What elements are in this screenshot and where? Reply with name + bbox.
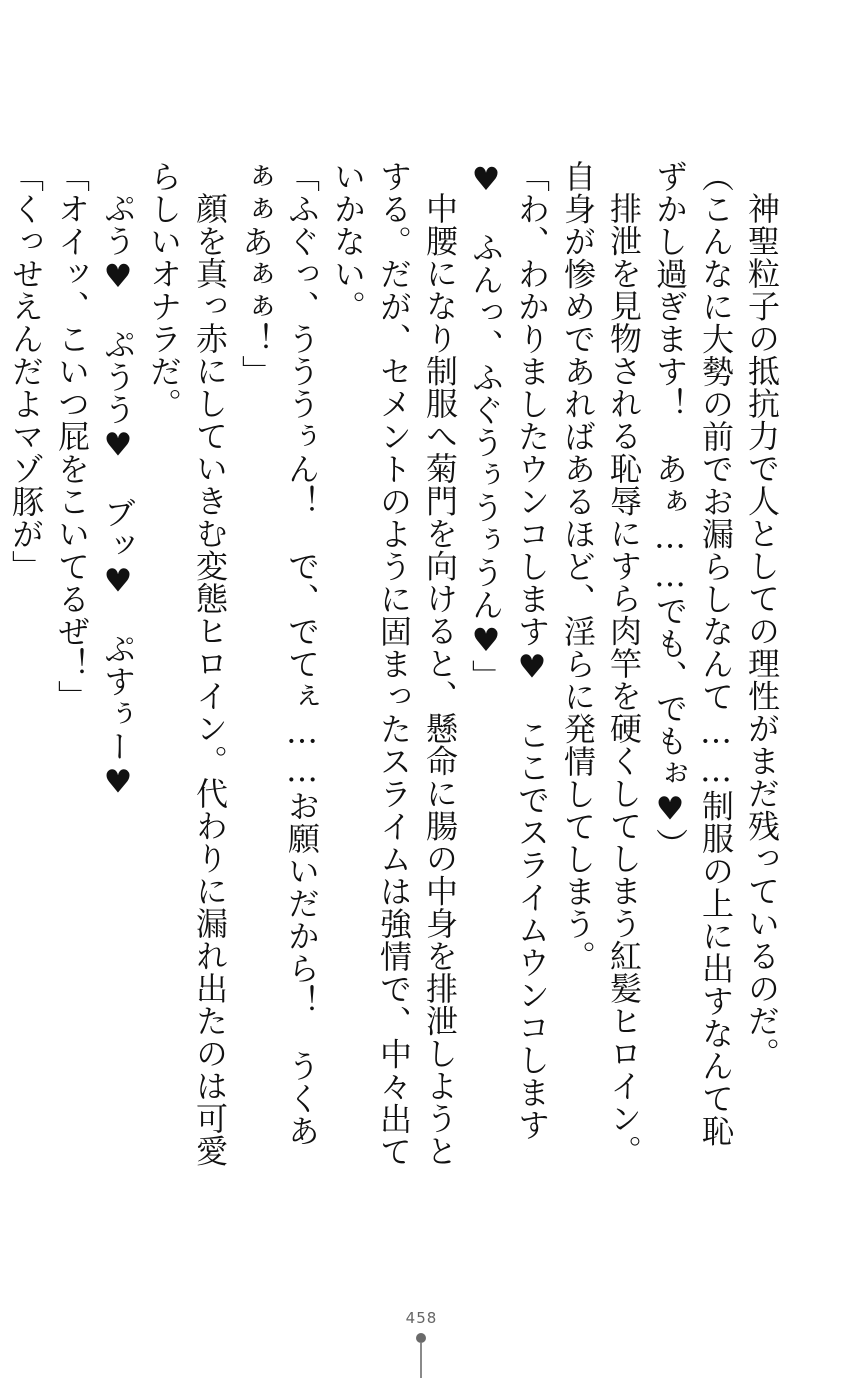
paragraph: ぷう♥ ぷうう♥ ブッ♥ ぷすぅー♥ bbox=[99, 192, 137, 801]
paragraph: 顔を真っ赤にしていきむ変態ヒロイン。代わりに漏れ出たのは可愛らしいオナラだ。 bbox=[145, 160, 229, 1167]
ornament-stem bbox=[420, 1343, 422, 1378]
paragraph: 「わ、わかりましたウンコします♥ ここでスライムウンコします♥ ふんっ、ふぐうぅうぅうん♥」 bbox=[467, 160, 551, 1141]
folio-ornament-icon bbox=[414, 1333, 428, 1378]
paragraph: （こんなに大勢の前でお漏らしなんて……制服の上に出すなんて恥ずかし過ぎます！ あぁ……でも、でもぉ♥） bbox=[651, 160, 735, 1147]
paragraph: 「くっせえんだよマゾ豚が」 bbox=[7, 160, 45, 583]
paragraph: 排泄を見物される恥辱にすら肉竿を硬くしてしまう紅髪ヒロイン。自身が惨めであればあるほど、淫らに発情してしまう。 bbox=[559, 160, 643, 1167]
paragraph: 「ふぐっ、うううぅん！ で、でてぇ……お願いだから！ うくあぁぁあぁぁ！」 bbox=[237, 160, 321, 1147]
ornament-dot bbox=[416, 1333, 426, 1343]
paragraph: 神聖粒子の抵抗力で人としての理性がまだ残っているのだ。 bbox=[743, 192, 781, 1070]
paragraph: 「オイッ、こいつ屁をこいてるぜ！」 bbox=[53, 160, 91, 713]
paragraph: 中腰になり制服へ菊門を向けると、懸命に腸の中身を排泄しようとする。だが、セメントのように固まったスライムは強情で、中々出ていかない。 bbox=[329, 160, 459, 1168]
vertical-text-body bbox=[7, 160, 785, 1170]
paragraph bbox=[0, 160, 3, 1170]
page-number: 458 bbox=[405, 1309, 438, 1327]
